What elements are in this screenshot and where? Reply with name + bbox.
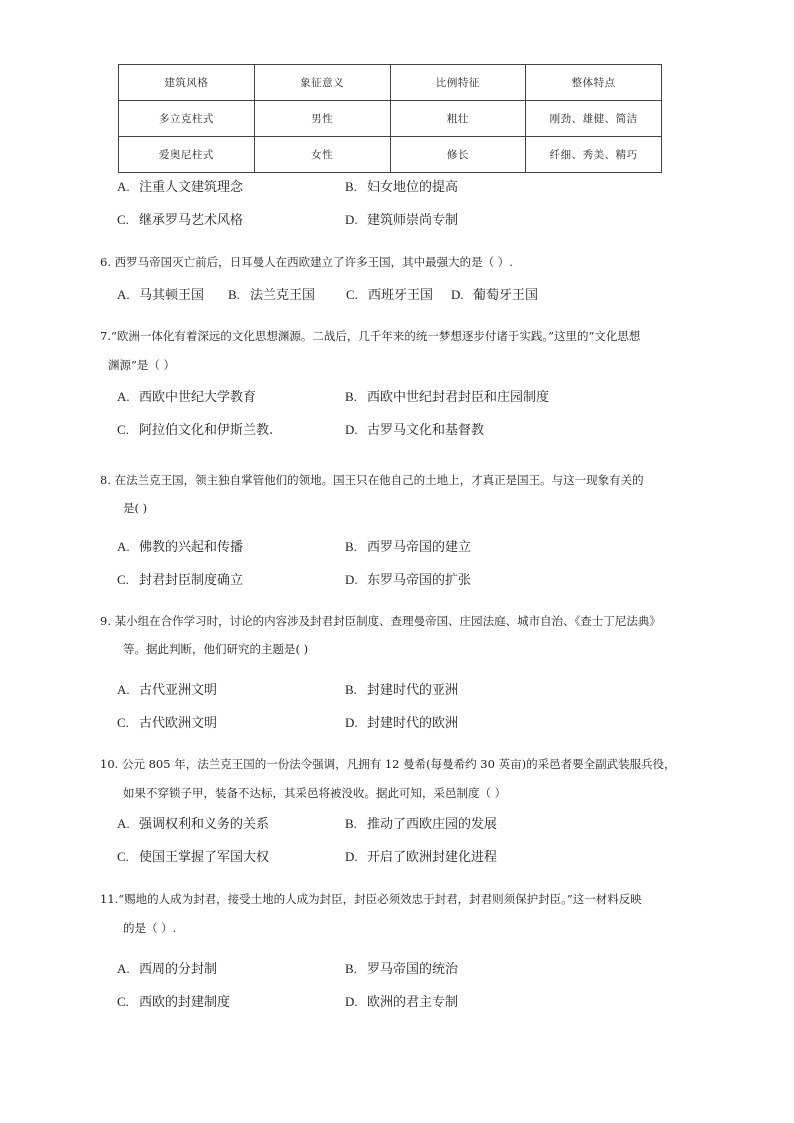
q6-stem: 6. 西罗马帝国灭亡前后，日耳曼人在西欧建立了许多王国，其中最强大的是（ ）. [100,255,513,269]
q9-option-b: B. 封建时代的亚洲 [345,682,459,698]
q11-stem-line-1: 11.“赐地的人成为封君，接受土地的人成为封臣，封臣必须效忠于封君，封君则须保护封臣。”这一材料反映 [100,892,642,906]
table-header-cell: 比例特征 [390,65,526,101]
q11-option-d: D. 欧洲的君主专制 [345,994,459,1010]
q11-option-c: C. 西欧的封建制度 [117,994,231,1010]
q6-option-b: B. 法兰克王国 [228,287,316,303]
table-cell: 粗壮 [390,101,526,137]
q8-option-b: B. 西罗马帝国的建立 [345,539,472,555]
q11-stem-line-2: 的是（ ）. [123,921,177,935]
q11-option-b: B. 罗马帝国的统治 [345,961,459,977]
table-header-cell: 建筑风格 [119,65,255,101]
q8-stem-line-2: 是( ) [123,501,148,515]
q9-option-a: A. 古代亚洲文明 [117,682,218,698]
q10-option-c: C. 使国王掌握了军国大权 [117,849,270,865]
table-cell: 男性 [254,101,390,137]
q7-option-d: D. 古罗马文化和基督教 [345,422,485,438]
q5-option-b: B. 妇女地位的提高 [345,179,459,195]
table-cell: 刚劲、雄健、简洁 [526,101,662,137]
q10-option-b: B. 推动了西欧庄园的发展 [345,816,498,832]
table-header-row [119,65,662,101]
q5-option-c: C. 继承罗马艺术风格 [117,212,244,228]
q11-option-a: A. 西周的分封制 [117,961,218,977]
q6-option-a: A. 马其顿王国 [117,287,205,303]
q5-option-a: A. 注重人文建筑理念 [117,179,244,195]
q8-stem-line-1: 8. 在法兰克王国，领主独自掌管他们的领地。国王只在他自己的土地上，才真正是国王。与这一现象有关的 [100,473,644,487]
q10-stem-line-1: 10. 公元 805 年，法兰克王国的一份法令强调，凡拥有 12 曼希(每曼希约 30 英亩)的采邑者要全副武装服兵役， [100,757,676,771]
q8-option-a: A. 佛教的兴起和传播 [117,539,244,555]
q7-stem-line-2: 渊源”是（ ） [108,358,176,372]
q9-stem-line-2: 等。据此判断，他们研究的主题是( ) [123,642,309,656]
table-cell: 修长 [390,137,526,173]
table-cell: 多立克柱式 [119,101,255,137]
q7-option-b: B. 西欧中世纪封君封臣和庄园制度 [345,389,550,405]
table-row [119,101,662,137]
q7-option-a: A. 西欧中世纪大学教育 [117,389,257,405]
q8-option-c: C. 封君封臣制度确立 [117,572,244,588]
q10-option-d: D. 开启了欧洲封建化进程 [345,849,498,865]
table-cell: 女性 [254,137,390,173]
table-cell: 纤细、秀美、精巧 [526,137,662,173]
q10-option-a: A. 强调权利和义务的关系 [117,816,270,832]
q9-option-c: C. 古代欧洲文明 [117,715,218,731]
table-header-cell: 整体特点 [526,65,662,101]
table-header-cell: 象征意义 [254,65,390,101]
q6-option-d: D. 葡萄牙王国 [451,287,539,303]
table-row [119,137,662,173]
q7-option-c: C. 阿拉伯文化和伊斯兰教. [117,422,274,438]
architecture-table [118,64,662,173]
table-cell: 爱奥尼柱式 [119,137,255,173]
q6-option-c: C. 西班牙王国 [346,287,434,303]
q9-option-d: D. 封建时代的欧洲 [345,715,459,731]
q5-option-d: D. 建筑师崇尚专制 [345,212,459,228]
q10-stem-line-2: 如果不穿锁子甲，装备不达标，其采邑将被没收。据此可知，采邑制度（ ） [123,786,507,800]
q7-stem-line-1: 7.“欧洲一体化有着深远的文化思想渊源。二战后，几千年来的统一梦想逐步付诸于实践。”这里的“文化思想 [100,329,641,343]
q8-option-d: D. 东罗马帝国的扩张 [345,572,472,588]
q9-stem-line-1: 9. 某小组在合作学习时，讨论的内容涉及封君封臣制度、查理曼帝国、庄园法庭、城市自治、《查士丁尼法典》 [100,614,661,628]
